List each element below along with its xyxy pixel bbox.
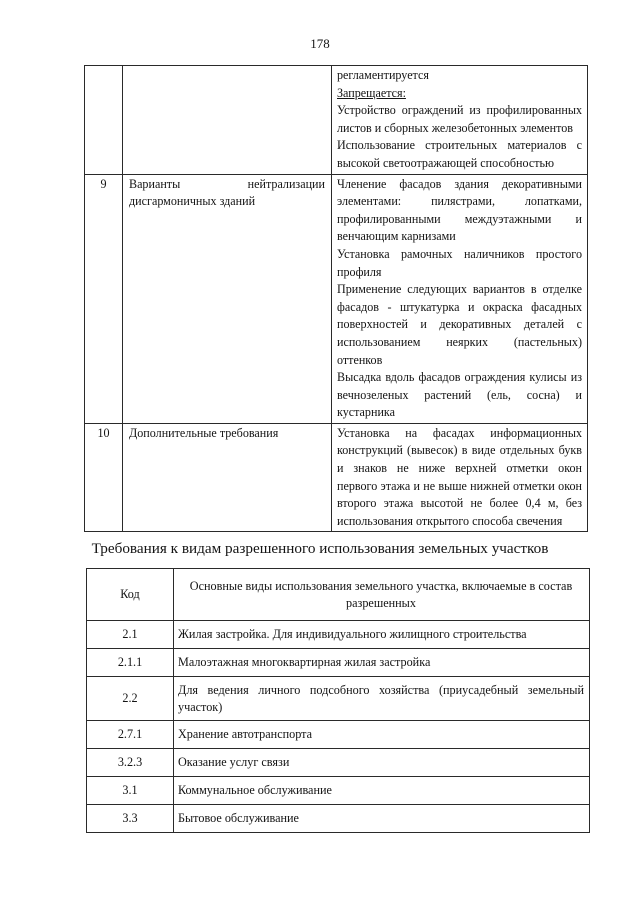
section-title: Требования к видам разрешенного использования земельных участков <box>91 540 549 557</box>
table-row <box>87 805 590 833</box>
use-code: 2.1 <box>87 621 174 649</box>
description-line: Использование строительных материалов с высокой светоотражающей способностью <box>337 138 582 170</box>
row-name-word: нейтрализации <box>247 176 325 191</box>
header-description: Основные виды использования земельного участка, включаемые в состав разрешенных <box>174 569 590 621</box>
description-line: Высадка вдоль фасадов ограждения кулисы из вечнозеленых растений (ель, сосна) и кустарника <box>337 370 582 420</box>
row-name-line: дисгармоничных зданий <box>129 194 256 209</box>
use-description: Оказание услуг связи <box>174 749 590 777</box>
header-code: Код <box>87 569 174 621</box>
description-line: Применение следующих вариантов в отделке фасадов - штукатурка и окраска фасадных поверхностей и декоративных деталей с использованием неярких (пастельных) оттенков <box>337 282 582 367</box>
table-row <box>87 749 590 777</box>
use-description: Коммунальное обслуживание <box>174 777 590 805</box>
use-code: 3.1 <box>87 777 174 805</box>
row-number: 10 <box>85 423 123 532</box>
use-code: 3.2.3 <box>87 749 174 777</box>
table-row <box>85 174 588 423</box>
description-line: Членение фасадов здания декоративными элементами: пилястрами, лопатками, профилированными междуэтажными и венчающим карнизами <box>337 176 582 244</box>
use-description: Для ведения личного подсобного хозяйства (приусадебный земельный участок) <box>174 677 590 721</box>
row-name-word: Варианты <box>129 176 181 191</box>
table-row <box>87 677 590 721</box>
table-row <box>87 721 590 749</box>
description-line: Установка рамочных наличников простого профиля <box>337 246 582 279</box>
row-name: Дополнительные требования <box>123 423 332 532</box>
page-number: 178 <box>310 36 330 51</box>
row-number: 9 <box>85 174 123 423</box>
use-description: Хранение автотранспорта <box>174 721 590 749</box>
use-code: 2.7.1 <box>87 721 174 749</box>
table-row <box>87 621 590 649</box>
use-description: Бытовое обслуживание <box>174 805 590 833</box>
use-code: 2.2 <box>87 677 174 721</box>
row-description <box>332 423 588 532</box>
use-description: Малоэтажная многоквартирная жилая застройка <box>174 649 590 677</box>
regulations-table <box>84 65 588 532</box>
table-header-row <box>87 569 590 621</box>
row-description <box>332 174 588 423</box>
row-name <box>123 66 332 175</box>
use-description: Жилая застройка. Для индивидуального жилищного строительства <box>174 621 590 649</box>
table-row <box>85 66 588 175</box>
table-row <box>85 423 588 532</box>
description-line: регламентируется <box>337 68 429 82</box>
land-use-table <box>86 568 590 833</box>
row-number <box>85 66 123 175</box>
row-name <box>123 174 332 423</box>
description-line: Установка на фасадах информационных конструкций (вывесок) в виде отдельных букв и знаков не ниже верхней отметки окон первого этажа и не выше нижней отметки окон второго этажа высотой не более 0,4 м, без использования открытого способа свечения <box>337 425 582 528</box>
table-row <box>87 649 590 677</box>
use-code: 2.1.1 <box>87 649 174 677</box>
table-row <box>87 777 590 805</box>
prohibited-label: Запрещается: <box>337 85 406 100</box>
description-line: Устройство ограждений из профилированных листов и сборных железобетонных элементов <box>337 103 582 135</box>
row-description <box>332 66 588 175</box>
use-code: 3.3 <box>87 805 174 833</box>
